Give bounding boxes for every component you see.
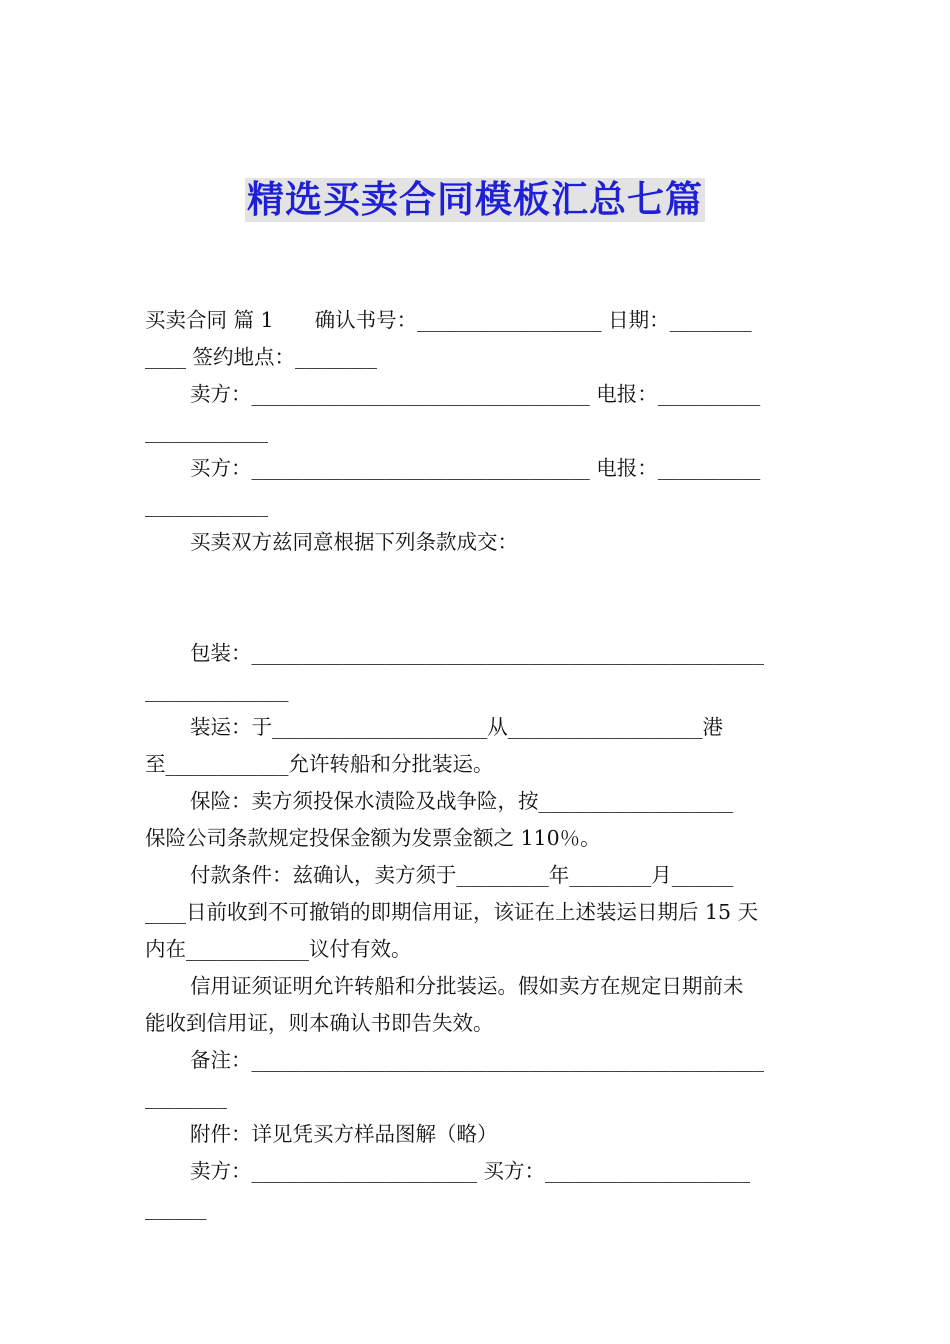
seller-line: 卖方：_________________________________ 电报：__________	[190, 382, 761, 406]
payment-line-cont: ____日前收到不可撤销的即期信用证，该证在上述装运日期后 15 天	[145, 900, 759, 924]
credit-line: 信用证须证明允许转船和分批装运。假如卖方在规定日期前未	[190, 974, 744, 998]
packing-line-cont: ______________	[145, 678, 289, 702]
blank-gap	[145, 561, 805, 635]
remarks-line: 备注：__________________________________________________	[190, 1048, 764, 1072]
signing-place-line: ____ 签约地点：________	[145, 345, 378, 369]
packing-line: 包装：__________________________________________________	[190, 641, 764, 665]
contract-body	[145, 302, 805, 1227]
buyer-line: 买方：_________________________________ 电报：__________	[190, 456, 761, 480]
buyer-line-cont: ____________	[145, 493, 268, 517]
remarks-line-cont: ________	[145, 1085, 227, 1109]
signature-line-cont: ______	[145, 1196, 207, 1220]
insurance-line: 保险：卖方须投保水渍险及战争险，按___________________	[190, 789, 734, 813]
agreement-line: 买卖双方兹同意根据下列条款成交：	[190, 530, 518, 554]
contract-header-line: 买卖合同 篇 1 确认书号：__________________ 日期：________	[145, 308, 752, 332]
document-title: 精选买卖合同模板汇总七篇	[247, 178, 703, 221]
shipment-line: 装运：于_____________________从___________________港	[190, 715, 723, 739]
signature-line: 卖方：______________________ 买方：____________________	[190, 1159, 751, 1183]
payment-line-end: 内在____________议付有效。	[145, 937, 412, 961]
document-title-wrap	[0, 178, 950, 222]
seller-line-cont: ____________	[145, 419, 268, 443]
shipment-line-cont: 至____________允许转船和分批装运。	[145, 752, 494, 776]
insurance-line-cont: 保险公司条款规定投保金额为发票金额之 110％。	[145, 826, 601, 850]
credit-line-cont: 能收到信用证，则本确认书即告失效。	[145, 1011, 494, 1035]
attachment-line: 附件：详见凭买方样品图解（略）	[190, 1122, 498, 1146]
payment-line: 付款条件：兹确认，卖方须于_________年________月______	[190, 863, 734, 887]
